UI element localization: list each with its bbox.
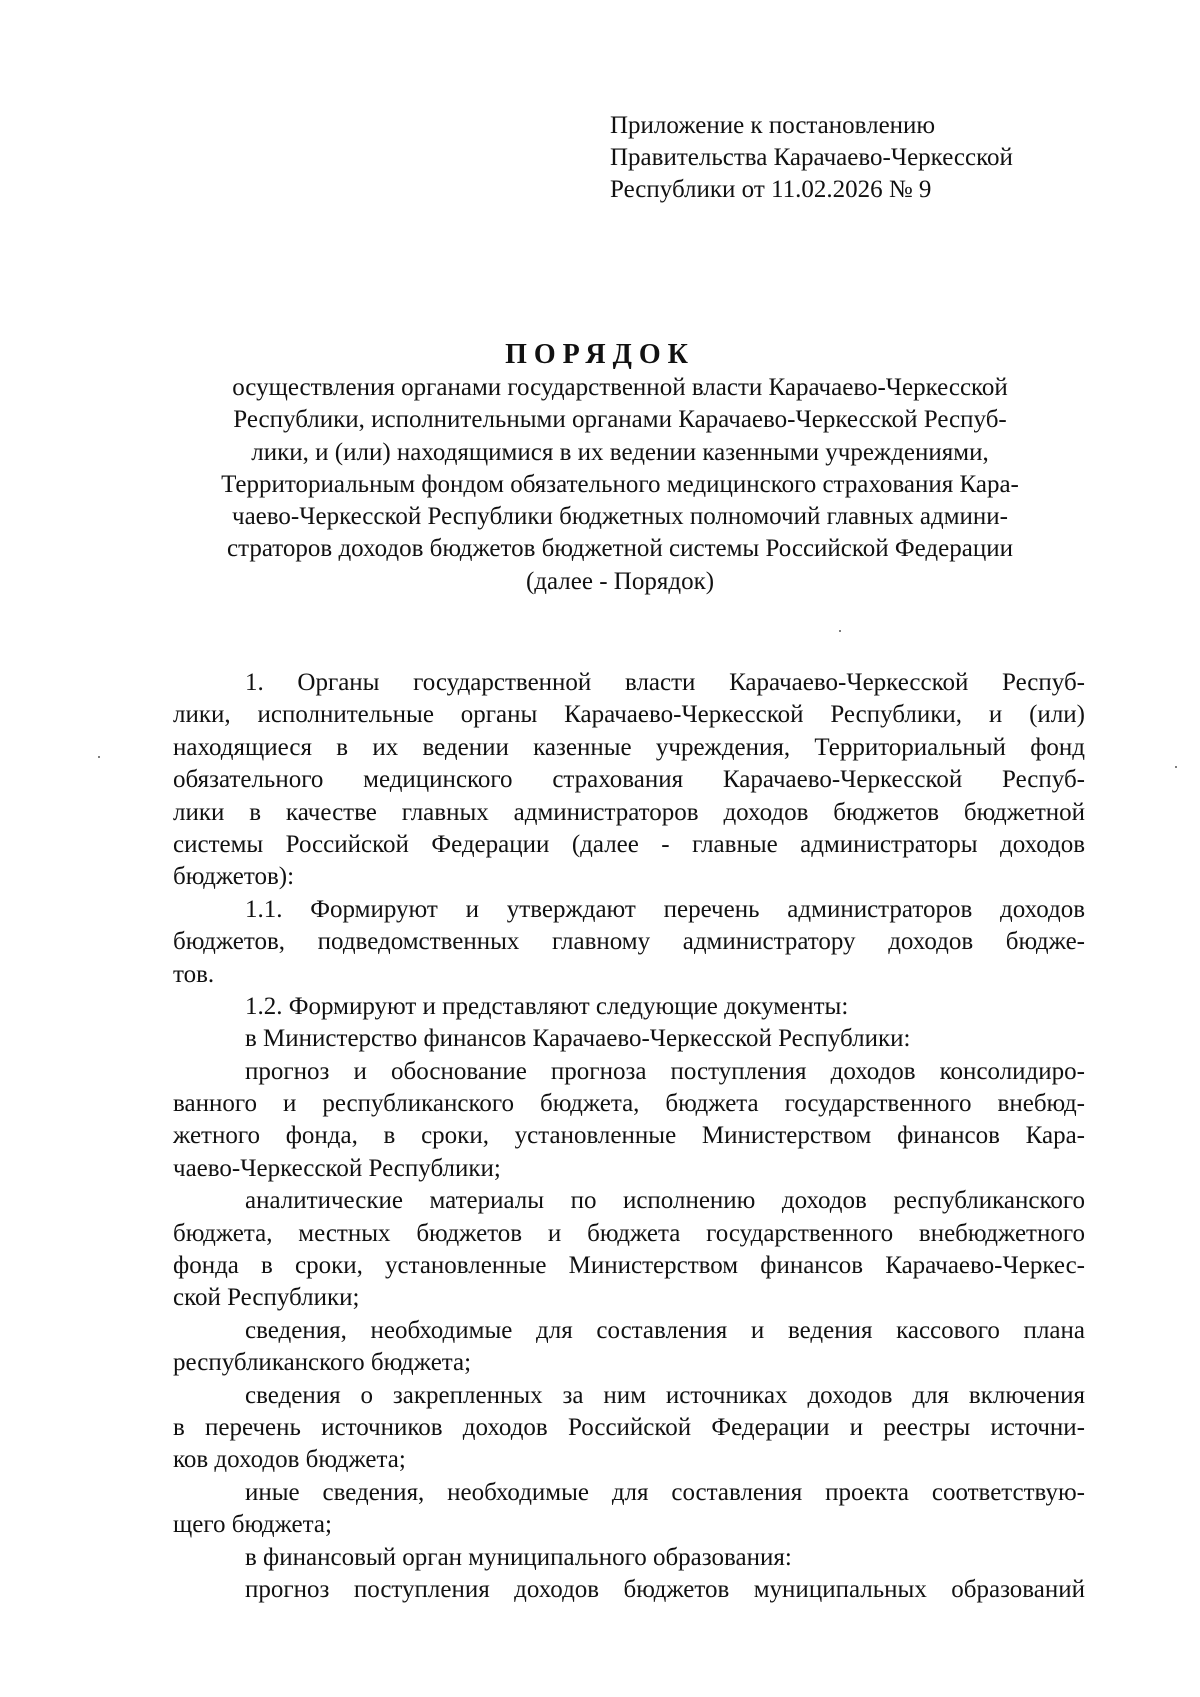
body-line: республиканского бюджета; (173, 1349, 472, 1377)
body-line: прогноз поступления доходов бюджетов муниципальных образований (245, 1575, 1085, 1603)
body-line: бюджета, местных бюджетов и бюджета государственного внебюджетного (173, 1219, 1085, 1247)
appendix-header (610, 110, 1150, 206)
body-line: щего бюджета; (173, 1511, 332, 1539)
body-line: 1.2. Формируют и представляют следующие документы: (245, 992, 849, 1020)
body-line: обязательного медицинского страхования Карачаево-Черкесской Респуб- (173, 766, 1085, 794)
body-line: в перечень источников доходов Российской Федерации и реестры источни- (173, 1413, 1085, 1441)
body-line: фонда в сроки, установленные Министерством финансов Карачаево-Черкес- (173, 1252, 1085, 1280)
body-line: 1. Органы государственной власти Карачаево-Черкесской Респуб- (245, 669, 1085, 696)
body-line: находящиеся в их ведении казенные учреждения, Территориальный фонд (173, 733, 1085, 761)
body-line: чаево-Черкесской Республики; (173, 1154, 501, 1182)
body-line: прогноз и обоснование прогноза поступления доходов консолидиро- (245, 1057, 1085, 1085)
appendix-line: Правительства Карачаево-Черкесской (610, 144, 1013, 171)
body-line: лики в качестве главных администраторов доходов бюджетов бюджетной (173, 798, 1085, 826)
scan-speck (98, 756, 100, 758)
document-subtitle (160, 372, 1080, 598)
subtitle-line: Территориальным фондом обязательного медицинского страхования Кара- (221, 470, 1019, 498)
document-body (173, 667, 1085, 1606)
body-line: сведения, необходимые для составления и ведения кассового плана (245, 1316, 1085, 1344)
appendix-line: Республики от 11.02.2026 № 9 (610, 176, 932, 203)
body-line: лики, исполнительные органы Карачаево-Черкесской Республики, и (или) (173, 701, 1085, 729)
body-line: жетного фонда, в сроки, установленные Министерством финансов Кара- (173, 1122, 1085, 1150)
body-line: в финансовый орган муниципального образования: (245, 1543, 792, 1571)
subtitle-line: страторов доходов бюджетов бюджетной системы Российской Федерации (227, 535, 1013, 563)
body-line: в Министерство финансов Карачаево-Черкесской Республики: (245, 1025, 911, 1053)
body-line: тов. (173, 960, 215, 988)
subtitle-line: Республики, исполнительными органами Карачаево-Черкесской Респуб- (233, 406, 1007, 434)
subtitle-line: осуществления органами государственной власти Карачаево-Черкесской (232, 374, 1008, 401)
body-line: бюджетов): (173, 863, 295, 891)
subtitle-line: чаево-Черкесской Республики бюджетных полномочий главных админи- (232, 503, 1008, 531)
document-title: ПОРЯДОК (505, 339, 695, 370)
body-line: системы Российской Федерации (далее - главные администраторы доходов (173, 830, 1085, 858)
scan-speck (1175, 766, 1177, 768)
body-line: ванного и республиканского бюджета, бюджета государственного внебюд- (173, 1090, 1085, 1118)
scan-speck (839, 630, 841, 632)
body-line: бюджетов, подведомственных главному администратору доходов бюдже- (173, 928, 1085, 956)
body-line: ков доходов бюджета; (173, 1446, 406, 1474)
appendix-line: Приложение к постановлению (610, 112, 936, 139)
body-line: 1.1. Формируют и утверждают перечень администраторов доходов (245, 895, 1085, 923)
subtitle-line: (далее - Порядок) (525, 567, 715, 595)
subtitle-line: лики, и (или) находящимися в их ведении казенными учреждениями, (251, 438, 989, 466)
body-line: сведения о закрепленных за ним источниках доходов для включения (245, 1381, 1085, 1409)
body-line: ской Республики; (173, 1284, 360, 1312)
body-line: аналитические материалы по исполнению доходов республиканского (245, 1187, 1085, 1215)
body-line: иные сведения, необходимые для составления проекта соответствую- (245, 1478, 1085, 1506)
